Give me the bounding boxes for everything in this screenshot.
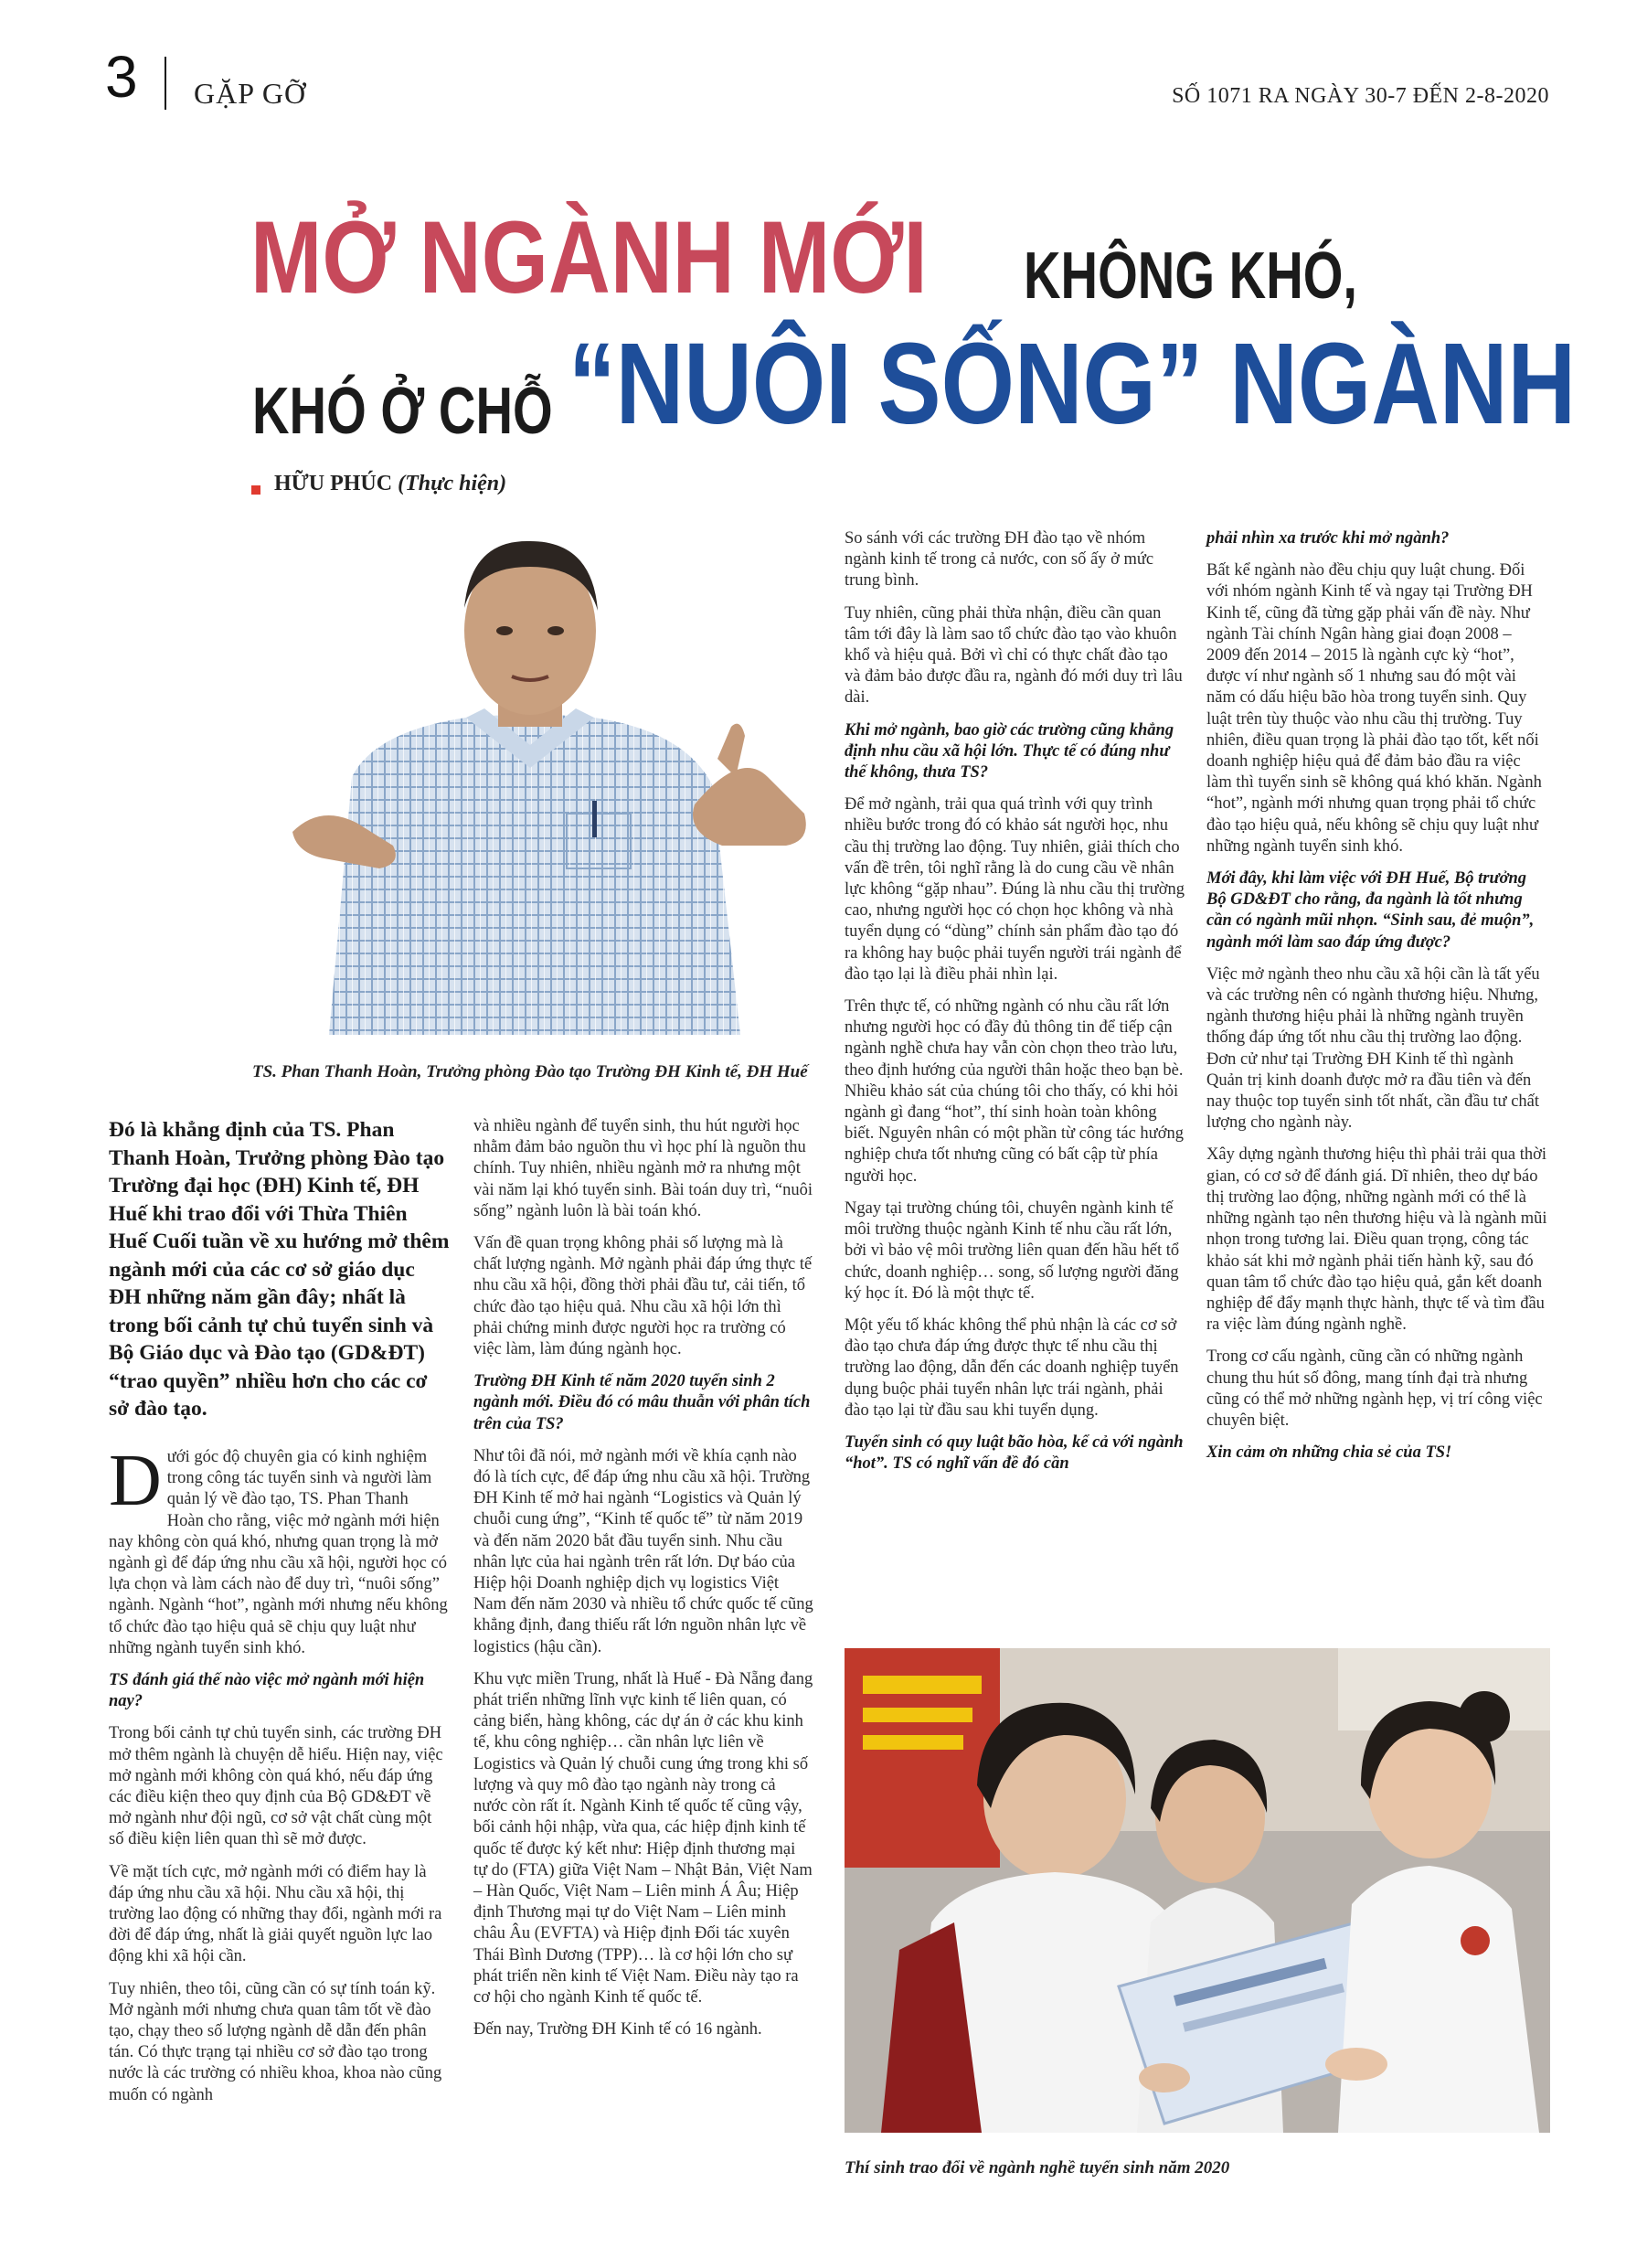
- header-divider: [165, 57, 166, 110]
- paragraph: Tuy nhiên, theo tôi, cũng cần có sự tính toán kỹ. Mở ngành mới nhưng chưa quan tâm tốt về đào tạo, chạy theo số lượng ngành dễ dẫn đến phân tán. Có thực trạng tại nhiều cơ sở đào tạo trong nước là các trường có nhiều khoa, khoa nào cũng muốn có ngành: [109, 1979, 442, 2104]
- interview-question: Khi mở ngành, bao giờ các trường cũng khẳng định nhu cầu xã hội lớn. Thực tế có đúng như thế không, thưa TS?: [845, 720, 1174, 783]
- page-number: 3: [105, 44, 138, 110]
- section-name: GẶP GỠ: [194, 77, 307, 110]
- byline-author: HỮU PHÚC: [274, 472, 393, 495]
- drop-cap: D: [109, 1441, 162, 1521]
- paragraph: Tuy nhiên, cũng phải thừa nhận, điều cần quan tâm tới đây là làm sao tổ chức đào tạo vào khuôn khổ và hiệu quả. Bởi vì chỉ có thực chất đào tạo và đảm bảo được đầu ra, ngành đó mới duy trì lâu dài.: [845, 603, 1183, 708]
- byline-marker: [251, 485, 260, 495]
- article-column-2: [473, 1116, 813, 2051]
- paragraph-text: ưới góc độ chuyên gia có kinh nghiệm trong công tác tuyển sinh và người làm quản lý về đào tạo, TS. Phan Thanh Hoàn cho rằng, việc mở ngành mới hiện nay không còn quá khó, nhưng quan trọng là mở ngành gì để đáp ứng nhu cầu xã hội, người học có lựa chọn và làm cách nào để duy trì, “nuôi sống” ngành. Ngành “hot”, ngành mới nhưng nếu không tổ chức đào tạo hiệu quả sẽ chịu quy luật như những ngành tuyển sinh khó.: [109, 1448, 448, 1657]
- paragraph: Vấn đề quan trọng không phải số lượng mà là chất lượng ngành. Mở ngành phải đáp ứng thực tế nhu cầu xã hội, đồng thời phải đầu tư, cải tiến, tổ chức đào tạo hiệu quả. Nhu cầu xã hội lớn thì phải chứng minh được người học ra trường có việc làm, làm đúng ngành học.: [473, 1234, 813, 1359]
- photo-caption: Thí sinh trao đổi về ngành nghề tuyển sinh năm 2020: [845, 2158, 1230, 2177]
- paragraph: Trên thực tế, có những ngành có nhu cầu rất lớn nhưng người học có đầy đủ thông tin để tiếp cận ngành nghề chưa hay vẫn còn chọn theo trào lưu, theo định hướng của người thân hoặc theo bạn bè. Nhiều khảo sát của chúng tôi cho thấy, có khi hỏi ngành gì đang “hot”, thí sinh hoàn toàn không biết. Nguyên nhân có một phần từ công tác hướng nghiệp chưa tốt nhưng cũng có bất cập từ phía người học.: [845, 997, 1184, 1186]
- paragraph: Để mở ngành, trải qua quá trình với quy trình nhiều bước trong đó có khảo sát người học, nhu cầu thị trường lao động. Tuy nhiên, giải thích cho vấn đề trên, tôi nghĩ rằng là do cung cầu về nhân lực không “gặp nhau”. Đúng là nhu cầu thị trường cao, nhưng người học có chọn học không và nhà tuyển dụng có “dùng” chính sản phẩm đào tạo đó ra không hay buộc phải tuyển người trái ngành để đào tạo lại là điều phải nhìn lại.: [845, 795, 1185, 984]
- paragraph: [109, 1441, 449, 1659]
- article-column-1: [109, 1441, 449, 2117]
- paragraph: Như tôi đã nói, mở ngành mới về khía cạnh nào đó là tích cực, để đáp ứng nhu cầu xã hội. Trường ĐH Kinh tế mở hai ngành “Logistics và Quản lý chuỗi cung ứng”, “Kinh tế quốc tế” từ năm 2019 và đến năm 2020 bắt đầu tuyển sinh. Nhu cầu nhân lực của hai ngành trên rất lớn. Dự báo của Hiệp hội Doanh nghiệp dịch vụ logistics Việt Nam đến năm 2030 và nhiều tổ chức quốc tế cũng khẳng định, đang thiếu rất lớn nguồn nhân lực về logistics (hậu cần).: [473, 1446, 813, 1656]
- article-column-4: [1206, 528, 1548, 1475]
- portrait-illustration: [256, 530, 812, 1035]
- paragraph: So sánh với các trường ĐH đào tạo về nhóm ngành kinh tế trong cả nước, con số ấy ở mức trung bình.: [845, 529, 1154, 591]
- paragraph: Việc mở ngành theo nhu cầu xã hội cần là tất yếu và các trường nên có ngành thương hiệu. Nhưng, ngành thương hiệu phải là những ngành truyền thống đáp ứng tốt nhu cầu thị trường lao động. Đơn cử như tại Trường ĐH Kinh tế thì ngành Quản trị kinh doanh được mở ra đầu tiên và đến nay thuộc top tuyển sinh tốt nhất, cần đầu tư chất lượng cho ngành này.: [1206, 964, 1540, 1133]
- headline-part-2: KHÔNG KHÓ,: [1024, 240, 1358, 313]
- closing-remark: Xin cảm ơn những chia sẻ của TS!: [1206, 1443, 1452, 1463]
- paragraph: Đến nay, Trường ĐH Kinh tế có 16 ngành.: [473, 2020, 762, 2039]
- headline-part-4: “NUÔI SỐNG” NGÀNH: [568, 319, 1577, 448]
- paragraph: Trong bối cảnh tự chủ tuyển sinh, các trường ĐH mở thêm ngành là chuyện dễ hiểu. Hiện nay, việc mở ngành mới không còn quá khó, nếu đáp ứng các điều kiện theo quy định của Bộ GD&ĐT về mở ngành như đội ngũ, cơ sở vật chất cùng một số điều kiện liên quan thì sẽ mở được.: [109, 1724, 443, 1849]
- issue-info: SỐ 1071 RA NGÀY 30-7 ĐẾN 2-8-2020: [1172, 84, 1549, 108]
- byline-role: (Thực hiện): [398, 472, 507, 495]
- interview-question: TS đánh giá thế nào việc mở ngành mới hiện nay?: [109, 1671, 425, 1711]
- students-photo: [845, 1648, 1550, 2133]
- paragraph: Xây dựng ngành thương hiệu thì phải trải qua thời gian, có cơ sở để đánh giá. Dĩ nhiên, theo dự báo thị trường lao động, những ngành mới có thể là những ngành tạo nên thương hiệu và là ngành mũi nhọn trong tương lai. Điều quan trọng, công tác khảo sát khi mở ngành phải tiến hành kỹ, sau đó quan tâm tổ chức đào tạo hiệu quả, gắn kết doanh nghiệp để đẩy mạnh thực hành, thực tế và tìm đầu ra việc làm đúng ngành nghề.: [1206, 1145, 1547, 1335]
- paragraph: Một yếu tố khác không thể phủ nhận là các cơ sở đào tạo chưa đáp ứng được thực tế nhu cầu thị trường lao động, dẫn đến các doanh nghiệp tuyển dụng buộc phải tuyển nhân lực trái ngành, phải đào tạo lại từ đầu sau khi tuyển dụng.: [845, 1315, 1179, 1420]
- paragraph: Về mặt tích cực, mở ngành mới có điểm hay là đáp ứng nhu cầu xã hội. Nhu cầu xã hội, thị trường lao động có những thay đổi, ngành mới ra đời để đáp ứng, nhất là giải quyết nguồn lực lao động khi xã hội cần.: [109, 1862, 442, 1966]
- paragraph: Ngay tại trường chúng tôi, chuyên ngành kinh tế môi trường thuộc ngành Kinh tế nhu cầu rất lớn, bởi vì bảo vệ môi trường liên quan đến hầu hết tổ chức, doanh nghiệp… song, số lượng người đăng ký học ít. Đó là một thực tế.: [845, 1198, 1180, 1303]
- interview-question: Trường ĐH Kinh tế năm 2020 tuyển sinh 2 ngành mới. Điều đó có mâu thuẫn với phân tích trên của TS?: [473, 1372, 811, 1433]
- paragraph: Bất kể ngành nào đều chịu quy luật chung. Đối với nhóm ngành Kinh tế và ngay tại Trường ĐH Kinh tế, cũng đã từng gặp phải vấn đề này. Như ngành Tài chính Ngân hàng giai đoạn 2008 – 2009 đến 2014 – 2015 là ngành cực kỳ “hot”, được ví như ngành số 1 nhưng sau đó một vài năm có dấu hiệu bão hòa trong tuyển sinh. Quy luật trên tùy thuộc vào nhu cầu thị trường. Tuy nhiên, điều quan trọng là phải đào tạo tốt, kết nối doanh nghiệp hiệu quả để đảm bảo đầu ra việc làm thì tuyển sinh sẽ không quá khó khăn. Ngành “hot”, ngành mới nhưng quan trọng phải tổ chức đào tạo hiệu quả, nếu không sẽ chịu quy luật như những ngành tuyển sinh khó.: [1206, 561, 1542, 856]
- headline-part-3: KHÓ Ở CHỖ: [252, 375, 553, 448]
- byline: [274, 472, 506, 496]
- interview-question: Tuyển sinh có quy luật bão hòa, kể cả với ngành “hot”. TS có nghĩ vấn đề đó cần: [845, 1432, 1184, 1474]
- students-illustration: [845, 1648, 1550, 2133]
- paragraph: Trong cơ cấu ngành, cũng cần có những ngành chung thu hút số đông, mang tính đại trà nhưng cũng có thể mở những ngành hẹp, vị trí công việc chuyên biệt.: [1206, 1347, 1543, 1430]
- article-column-3: [845, 528, 1185, 1485]
- headline-part-1: MỞ NGÀNH MỚI: [250, 200, 928, 314]
- paragraph: và nhiều ngành để tuyển sinh, thu hút người học nhằm đảm bảo nguồn thu vì học phí là nguồn thu chính. Tuy nhiên, nhiều ngành mở ra nhưng một vài năm lại khó tuyển sinh. Bài toán duy trì, “nuôi sống” ngành luôn là bài toán khó.: [473, 1117, 813, 1220]
- paragraph: Khu vực miền Trung, nhất là Huế - Đà Nẵng đang phát triển những lĩnh vực kinh tế liên quan, có cảng biển, hàng không, các dự án ở các khu kinh tế, khu công nghiệp… cần nhân lực liên về Logistics và Quản lý chuỗi cung ứng trong khi số lượng và quy mô đào tạo ngành này trong cả nước còn rất ít. Ngành Kinh tế quốc tế cũng vậy, bối cảnh hội nhập, vừa qua, các hiệp định kinh tế quốc tế được ký kết như: Hiệp định thương mại tự do (FTA) giữa Việt Nam – Nhật Bản, Việt Nam – Hàn Quốc, Việt Nam – Liên minh Á Âu; Hiệp định Thương mại tự do Việt Nam – Liên minh châu Âu (EVFTA) và Hiệp định Đối tác xuyên Thái Bình Dương (TPP)… là cơ hội lớn cho sự phát triển nền kinh tế Việt Nam. Điều này tạo ra cơ hội cho ngành Kinh tế quốc tế.: [473, 1669, 813, 2007]
- lead-paragraph: Đó là khẳng định của TS. Phan Thanh Hoàn, Trưởng phòng Đào tạo Trường đại học (ĐH) Kinh tế, ĐH Huế khi trao đổi với Thừa Thiên Huế Cuối tuần về xu hướng mở thêm ngành mới của các cơ sở giáo dục ĐH những năm gần đây; nhất là trong bối cảnh tự chủ tuyển sinh và Bộ Giáo dục và Đào tạo (GD&ĐT) “trao quyền” nhiều hơn cho các cơ sở đào tạo.: [109, 1118, 450, 1421]
- photo-caption: TS. Phan Thanh Hoàn, Trưởng phòng Đào tạo Trường ĐH Kinh tế, ĐH Huế: [252, 1062, 808, 1081]
- interview-question: Mới đây, khi làm việc với ĐH Huế, Bộ trưởng Bộ GD&ĐT cho rằng, đa ngành là tốt nhưng cần có ngành mũi nhọn. “Sinh sau, đẻ muộn”, ngành mới làm sao đáp ứng được?: [1206, 869, 1535, 952]
- interview-question: phải nhìn xa trước khi mở ngành?: [1206, 529, 1450, 548]
- portrait-photo: [256, 530, 812, 1035]
